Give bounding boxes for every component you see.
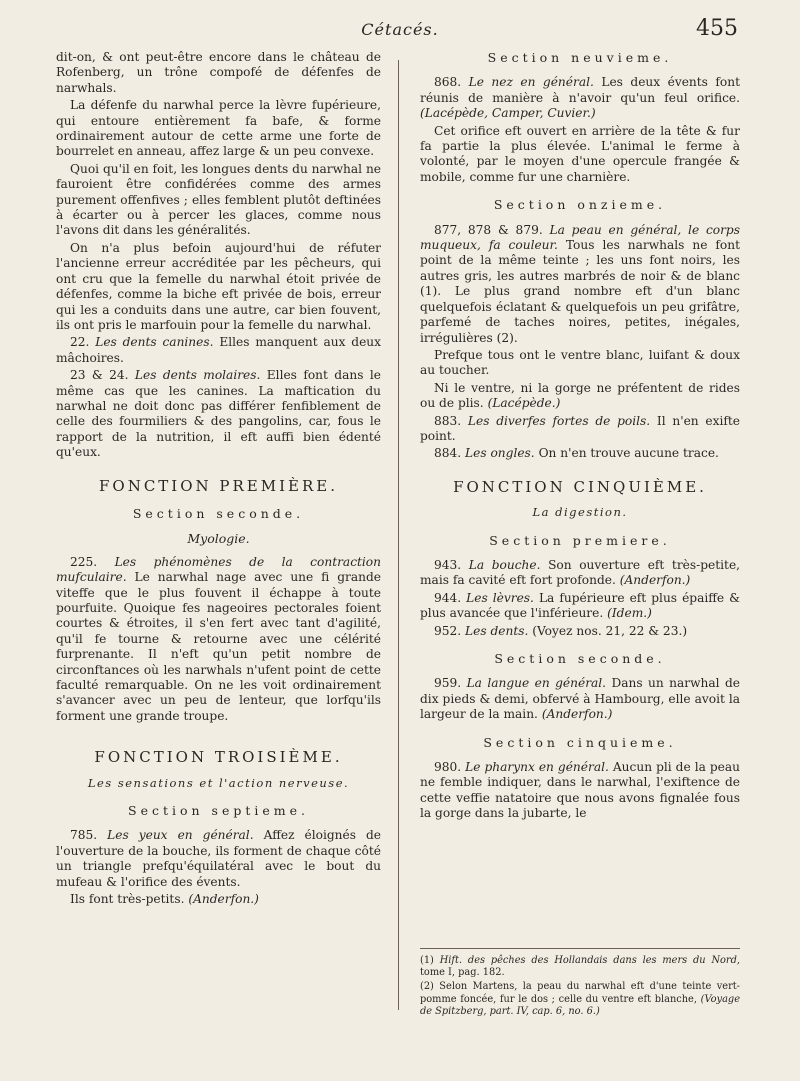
- article-title: Les lèvres.: [466, 590, 534, 605]
- fonction-heading: FONCTION CINQUIÈME.: [453, 477, 707, 496]
- subsection-title: Les sensations et l'action nerveuse.: [87, 775, 350, 790]
- article-text: Dans un narwhal de dix pieds & demi, obfervé à Hambourg, elle avoit la largeur de la main.: [420, 676, 740, 722]
- section-heading: Section neuvieme.: [487, 50, 673, 65]
- article-text: Elles font dans le même cas que les canines. La maftication du narwhal ne doit donc pas différer fenfiblement de celle des fourmiliers & des pangolins, car, fous le rapport de la nutrition, il eft auffi bien édenté qu'eux.: [56, 368, 381, 460]
- reference: (Lacépède, Camper, Cuvier.): [420, 106, 596, 121]
- left-column: [56, 50, 381, 910]
- article-title: Les dents.: [465, 623, 529, 638]
- article-paragraph: [420, 676, 740, 722]
- running-title: Cétacés.: [361, 20, 439, 39]
- article-paragraph: [56, 555, 381, 724]
- article-paragraph: [420, 760, 740, 822]
- article-paragraph: [420, 223, 740, 346]
- paragraph: Cet orifice eft ouvert en arrière de la tête & fur fa partie la plus élevée. L'animal le ferme à volonté, par le moyen d'une opercule frangée & mobile, comme fur une charnière.: [420, 123, 740, 184]
- article-title: Le nez en général.: [468, 75, 594, 90]
- reference: (Anderfon.): [541, 707, 613, 722]
- article-title: Les dents canines.: [95, 335, 214, 350]
- article-number: 943.: [434, 557, 462, 572]
- section-heading: Section onzieme.: [493, 197, 667, 213]
- article-text: Il n'en exifte point.: [420, 413, 740, 443]
- article-paragraph: [420, 624, 740, 639]
- article-paragraph: [420, 75, 740, 121]
- article-text: Ils font très-petits.: [70, 892, 185, 907]
- article-paragraph: [56, 828, 381, 890]
- footnote-source: Hift. des pêches des Hollandais dans les mers du Nord,: [439, 955, 740, 966]
- article-number: 23 & 24.: [70, 368, 129, 383]
- article-paragraph: [420, 414, 740, 445]
- article-text: Le narwhal nage avec une fi grande viteffe que le plus fouvent il échappe à toute pourfuite. Quoique fes nageoires pectorales foient courtes & étroites, il s'en fert avec tant d'agilité, qu'il fe tourne & retourne avec une célérité furprenante. Il n'eft qu'un petit nombre de circonftances où les narwhals n'ufent point de cette faculté remarquable. On ne les voit ordinairement s'avancer avec un peu de lenteur, que lorfqu'ils forment une grande troupe.: [56, 570, 381, 723]
- paragraph: [56, 892, 381, 907]
- reference: (Voyez nos. 21, 22 & 23.): [532, 623, 688, 638]
- article-paragraph: [420, 558, 740, 589]
- article-text: Ni le ventre, ni la gorge ne préfentent de rides ou de plis.: [420, 380, 740, 411]
- paragraph: La défenfe du narwhal perce la lèvre fupérieure, qui entoure entièrement fa bafe, & forme ordinairement autour de cette arme une forte de bourrelet en anneau, affez large & un peu convexe.: [56, 98, 381, 159]
- right-column: [420, 50, 740, 824]
- article-paragraph: [420, 591, 740, 622]
- article-title: Le pharynx en général.: [465, 760, 609, 775]
- paragraph: Prefque tous ont le ventre blanc, luifant & doux au toucher.: [420, 347, 740, 378]
- section-heading: Section seconde.: [132, 505, 305, 521]
- reference: (Lacépède.): [487, 396, 561, 411]
- footnote-source: (Voyage de Spitzberg, part. IV, cap. 6, no. 6.): [420, 993, 740, 1017]
- fonction-heading: FONCTION PREMIÈRE.: [98, 476, 338, 495]
- article-text: Aucun pli de la peau ne femble indiquer, dans le narwhal, l'exiftence de cette veffie natatoire que nous avons fignalée fous la gorge dans la jubarte, le: [420, 760, 741, 821]
- reference: (Anderfon.): [619, 573, 691, 588]
- article-paragraph: [56, 335, 381, 366]
- footnote-text: (2) Selon Martens, la peau du narwhal eft d'une teinte vert-pomme foncée, fur le dos ; celle du ventre eft blanche,: [420, 981, 740, 1005]
- article-paragraph: [420, 446, 740, 461]
- article-number: 883.: [434, 413, 462, 428]
- article-text: Affez éloignés de l'ouverture de la bouche, ils forment de chaque côté un triangle prefqu'équilatéral avec le bout du mufeau & l'orifice des évents.: [56, 828, 381, 889]
- article-text: Elles manquent aux deux mâchoires.: [56, 335, 382, 365]
- article-text: La fupérieure eft plus épaiffe & plus avancée que l'inférieure.: [420, 590, 740, 621]
- article-number: 884.: [434, 446, 462, 461]
- reference: (Idem.): [607, 606, 652, 621]
- section-heading: Section septieme.: [128, 803, 309, 819]
- article-text: Son ouverture eft très-petite, mais fa cavité eft fort profonde.: [420, 557, 741, 588]
- paragraph: [420, 381, 740, 412]
- article-text: On n'en trouve aucune trace.: [538, 446, 719, 461]
- footnotes: [420, 948, 740, 1020]
- article-title: La bouche.: [468, 557, 541, 572]
- article-number: 22.: [70, 335, 90, 350]
- page-number: 455: [696, 16, 738, 41]
- article-number: 959.: [434, 676, 462, 691]
- section-heading: Section premiere.: [489, 532, 671, 548]
- footnote: [420, 981, 740, 1018]
- subsection-title: La digestion.: [532, 505, 628, 520]
- article-number: 877, 878 & 879.: [434, 222, 543, 237]
- paragraph: dit-on, & ont peut-être encore dans le château de Rofenberg, un trône compofé de défenfes de narwhals.: [56, 50, 381, 95]
- article-number: 944.: [434, 590, 462, 605]
- article-title: Les dents molaires.: [134, 368, 261, 383]
- paragraph: Quoi qu'il en foit, les longues dents du narwhal ne fauroient être confidérées comme des armes purement offenfives ; elles femblent plutôt deftinées à écarter ou à percer les glaces, comme nous l'avons dit dans les généralités.: [56, 161, 382, 238]
- subsection-title: Myologie.: [187, 531, 250, 547]
- article-text: Tous les narwhals ne font point de la même teinte ; les uns font noirs, les autres gris, les autres marbrés de noir & de blanc (1). Le plus grand nombre eft d'un blanc quelquefois éclatant & quelquefois un peu grifâtre, parfemé de taches noires, petites, inégales, irrégulières (2).: [420, 238, 740, 345]
- article-text: Les deux évents font réunis de manière à n'avoir qu'un feul orifice.: [420, 75, 741, 105]
- article-title: La peau en général, le corps muqueux, fa couleur.: [420, 222, 740, 253]
- section-heading: Section cinquieme.: [483, 734, 677, 750]
- article-title: La langue en général.: [466, 676, 607, 691]
- paragraph: On n'a plus befoin aujourd'hui de réfuter l'ancienne erreur accréditée par les pêcheurs, qui ont cru que la femelle du narwhal étoit privée de défenfes, comme la biche eft privée de bois, erreur qui les a conduits dans une autre, car bien fouvent, ils ont pris le marfouin pour la femelle du narwhal.: [56, 240, 381, 332]
- reference: (Anderfon.): [188, 892, 259, 907]
- article-number: 980.: [434, 760, 462, 775]
- footnote-mark: (1): [420, 955, 434, 966]
- article-number: 785.: [70, 828, 98, 843]
- article-paragraph: [56, 368, 381, 460]
- article-title: Les ongles.: [465, 446, 535, 461]
- article-number: 868.: [434, 75, 462, 90]
- footnote: [420, 955, 740, 979]
- section-heading: Section seconde.: [494, 651, 666, 666]
- column-divider: [398, 60, 399, 1010]
- article-number: 225.: [70, 554, 98, 569]
- article-title: Les phénomènes de la contraction mufculaire.: [56, 554, 381, 585]
- article-title: Les yeux en général.: [107, 828, 254, 843]
- footnote-text: tome I, pag. 182.: [420, 967, 505, 979]
- fonction-heading: FONCTION TROISIÈME.: [94, 748, 343, 767]
- article-number: 952.: [434, 623, 462, 638]
- article-title: Les diverfes fortes de poils.: [467, 413, 651, 428]
